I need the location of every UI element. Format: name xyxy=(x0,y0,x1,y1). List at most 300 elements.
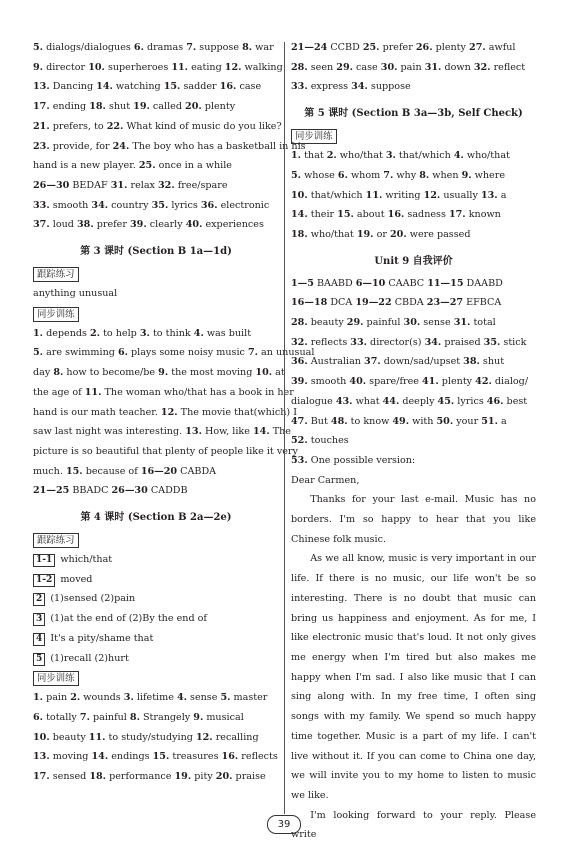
answer-line xyxy=(291,225,536,245)
answer-text: picture is so beautiful that plenty of people like it very xyxy=(33,445,298,457)
item-number: 19—22 xyxy=(355,297,392,309)
answer-text: that xyxy=(301,150,327,162)
answer-text: at xyxy=(272,367,285,379)
essay-paragraph: I'm looking forward to your reply. Please write xyxy=(291,809,536,841)
answer-text: (1)at the end of (2)By the end of xyxy=(47,613,207,625)
answer-text: day xyxy=(33,367,54,379)
answer-text: deeply xyxy=(399,395,438,407)
answer-text: to study/studying xyxy=(105,731,196,743)
item-number: 30. xyxy=(403,317,421,329)
answer-text: when xyxy=(429,169,462,181)
exercise-tag: 同步训练 xyxy=(33,307,79,322)
answer-line xyxy=(33,58,283,78)
answer-text: BBADC xyxy=(69,485,112,497)
item-number: 1—5 xyxy=(291,277,314,289)
answer-text: relax xyxy=(127,179,158,191)
answer-line xyxy=(33,708,279,728)
answer-text: The movie that(which) I xyxy=(177,406,298,418)
answer-line xyxy=(33,629,279,649)
answer-text: BEDAF xyxy=(69,179,111,191)
exercise-tag: 跟踪练习 xyxy=(33,533,79,548)
answer-line xyxy=(33,137,306,157)
item-number: 20. xyxy=(215,771,233,783)
answer-text: to think xyxy=(149,327,194,339)
item-number: 14. xyxy=(252,426,270,438)
item-number: 26—30 xyxy=(111,485,148,497)
answer-text: case xyxy=(352,61,381,73)
answer-line xyxy=(33,38,279,58)
answer-text: suppose xyxy=(367,81,411,93)
answer-text: reflects xyxy=(238,751,278,763)
answer-text: CBDA xyxy=(391,297,427,309)
answer-text: DCA xyxy=(327,297,356,309)
answer-text: pity xyxy=(191,771,216,783)
item-number: 8. xyxy=(242,42,253,53)
answer-text: endings xyxy=(108,751,153,763)
item-number: 20. xyxy=(389,228,407,240)
item-number: 41. xyxy=(422,376,439,388)
item-number: 6. xyxy=(133,42,144,53)
answer-text: free/spare xyxy=(174,179,228,191)
answer-text: But xyxy=(307,415,331,427)
item-number: 34. xyxy=(424,336,442,348)
answer-text: moving xyxy=(49,751,92,763)
item-number: 6—10 xyxy=(355,277,386,289)
answer-line xyxy=(33,481,279,501)
item-number: 33. xyxy=(33,199,50,211)
answer-text: beauty xyxy=(307,317,347,329)
item-number: 11. xyxy=(84,386,102,398)
answer-line xyxy=(33,156,279,176)
answer-text: because of xyxy=(82,465,141,477)
answer-line xyxy=(33,442,298,462)
answer-text: treasures xyxy=(169,751,222,763)
answer-text: How, like xyxy=(201,426,253,438)
item-number: 2. xyxy=(90,327,101,339)
answer-text: saw last night was interesting. xyxy=(33,426,186,438)
answer-text: One possible version: xyxy=(307,454,416,466)
exercise-tag: 同步训练 xyxy=(33,671,79,686)
answer-text: The xyxy=(269,426,291,438)
answer-text: The boy who has a basketball in his xyxy=(129,140,306,152)
item-number: 31. xyxy=(110,179,128,191)
item-number: 32. xyxy=(291,336,308,348)
answer-line xyxy=(33,324,279,344)
answer-line xyxy=(291,313,536,333)
answer-text: called xyxy=(149,101,186,113)
answer-text: The woman who/that has a book in her xyxy=(101,386,294,398)
answer-text: the most moving xyxy=(168,367,256,379)
item-number: 43. xyxy=(335,395,353,407)
answer-text: a xyxy=(497,415,507,427)
item-number: 23—27 xyxy=(426,297,464,309)
answer-text: whom xyxy=(347,169,384,181)
answer-text: pain xyxy=(43,692,71,704)
item-number: 10. xyxy=(291,189,308,201)
item-number: 38. xyxy=(463,356,480,368)
answer-text: plays some noisy music xyxy=(127,347,248,359)
answer-text: stick xyxy=(500,336,527,348)
item-number: 40. xyxy=(185,219,203,231)
exercise-tag: 同步训练 xyxy=(291,129,337,144)
answer-text: DAABD xyxy=(463,277,503,289)
answer-text: painful xyxy=(363,317,404,329)
column-divider xyxy=(284,42,285,814)
item-number: 11. xyxy=(365,189,383,201)
item-number: 8. xyxy=(129,711,140,723)
answer-text: plenty xyxy=(201,101,236,113)
item-number: 6. xyxy=(33,711,44,723)
answer-text: (1)sensed (2)pain xyxy=(47,593,136,605)
answer-text: much. xyxy=(33,465,66,477)
item-number: 5. xyxy=(33,347,44,359)
item-number: 21. xyxy=(33,120,50,132)
answer-text: an unusual xyxy=(257,347,315,359)
item-number: 38. xyxy=(76,219,94,231)
item-number: 33. xyxy=(350,336,367,348)
item-number: 21—25 xyxy=(33,485,70,497)
item-number: 46. xyxy=(486,395,504,407)
answer-line xyxy=(33,462,279,482)
item-number: 36. xyxy=(200,199,218,211)
answer-line xyxy=(291,372,536,392)
answer-text: musical xyxy=(203,711,244,723)
item-number: 7. xyxy=(186,42,197,53)
item-number: 14. xyxy=(91,751,109,763)
answer-text: with xyxy=(409,415,437,427)
answer-text: that/which xyxy=(307,189,366,201)
item-number: 11. xyxy=(171,61,189,73)
answer-line xyxy=(33,196,279,216)
item-number: 48. xyxy=(330,415,348,427)
item-box: 1-1 xyxy=(33,554,55,567)
answer-line xyxy=(33,215,279,235)
item-number: 6. xyxy=(117,347,128,359)
item-box: 3 xyxy=(33,613,45,626)
essay-paragraph: As we all know, music is very important in our life. If there is no music, our life won't be so interesting. There is no doubt that music can bring us happiness and enjoyment. As for me, I like electronic music that's loud. It not only gives me energy when I'm tired but also makes me happy when I'm sad. I also like music that I can sing along with. In my free time, I often sing songs with my family. We spend so much happy time together. Music is a part of my life. I can't live without it. If you can come to China one day, we will invite you to my home to listen to music we like. xyxy=(291,553,536,801)
item-number: 39. xyxy=(291,376,308,388)
item-number: 5. xyxy=(33,42,44,53)
item-number: 16. xyxy=(387,209,405,221)
answer-text: superheroes xyxy=(104,61,172,73)
answer-line xyxy=(33,383,294,403)
item-number: 31. xyxy=(424,61,442,73)
item-number: 5. xyxy=(291,169,302,181)
item-number: 16. xyxy=(221,751,239,763)
answer-text: once in a while xyxy=(155,160,232,172)
answer-text: prefers, to xyxy=(49,120,107,132)
answer-text: spare/free xyxy=(366,376,422,388)
answer-text: best xyxy=(503,395,528,407)
answer-line xyxy=(33,97,279,117)
answer-text: that/which xyxy=(395,150,454,162)
item-number: 30. xyxy=(380,61,398,73)
answer-text: sadder xyxy=(180,81,220,93)
answer-text: a xyxy=(497,189,507,201)
answer-text: dramas xyxy=(143,42,187,53)
answer-text: the age of xyxy=(33,386,85,398)
answer-text: shut xyxy=(105,101,134,113)
essay-paragraph: Thanks for your last e-mail. Music has no borders. I'm so happy to hear that you like Chinese folk music. xyxy=(291,494,536,545)
answer-line xyxy=(33,550,279,570)
answer-line xyxy=(33,422,291,442)
answer-line xyxy=(291,352,536,372)
answer-line xyxy=(33,570,279,590)
item-number: 15. xyxy=(65,465,83,477)
answer-text: seen xyxy=(307,61,337,73)
item-number: 50. xyxy=(436,415,454,427)
answer-text: recalling xyxy=(212,731,259,743)
answer-text: Strangely xyxy=(139,711,194,723)
answer-line xyxy=(291,451,536,471)
answer-line xyxy=(33,589,279,609)
item-number: 9. xyxy=(461,169,472,181)
item-number: 12. xyxy=(195,731,213,743)
answer-text: (1)recall (2)hurt xyxy=(47,652,129,664)
answer-line xyxy=(33,747,279,767)
item-number: 25. xyxy=(138,160,156,172)
answer-text: pain xyxy=(397,61,425,73)
item-number: 37. xyxy=(33,219,50,231)
item-number: 10. xyxy=(255,367,273,379)
page-number: 39 xyxy=(267,815,301,834)
answer-line xyxy=(291,186,536,206)
answer-text: sadness xyxy=(404,209,449,221)
answer-text: prefer xyxy=(93,219,130,231)
answer-text: to help xyxy=(100,327,140,339)
answer-text: who/that xyxy=(463,150,510,162)
answer-text: down/sad/upset xyxy=(380,356,464,368)
answer-text: performance xyxy=(106,771,175,783)
item-number: 28. xyxy=(291,61,308,73)
answer-line xyxy=(291,471,536,491)
answer-text: walking xyxy=(241,61,283,73)
item-number: 25. xyxy=(362,42,380,53)
answer-text: touches xyxy=(307,435,349,447)
answer-text: their xyxy=(307,209,338,221)
item-number: 13. xyxy=(33,751,50,763)
answer-text: clearly xyxy=(146,219,186,231)
answer-text: CADDB xyxy=(147,485,188,497)
item-number: 27. xyxy=(469,42,486,53)
answer-text: dialogue xyxy=(291,395,336,407)
answer-text: writing xyxy=(382,189,424,201)
answer-text: smooth xyxy=(49,199,92,211)
item-number: 32. xyxy=(473,61,491,73)
answer-text: reflects xyxy=(307,336,351,348)
item-number: 13. xyxy=(33,81,50,93)
item-number: 1. xyxy=(291,150,302,162)
answer-text: where xyxy=(471,169,505,181)
answer-text: known xyxy=(465,209,501,221)
item-number: 20. xyxy=(185,101,202,113)
item-number: 35. xyxy=(151,199,169,211)
answer-text: suppose xyxy=(196,42,243,53)
item-number: 51. xyxy=(481,415,498,427)
answer-text: ending xyxy=(49,101,90,113)
item-number: 12. xyxy=(224,61,242,73)
item-number: 15. xyxy=(152,751,170,763)
answer-text: about xyxy=(353,209,388,221)
answer-line xyxy=(33,767,279,787)
item-number: 16—18 xyxy=(291,297,328,309)
answer-text: electronic xyxy=(217,199,270,211)
answer-text: whose xyxy=(301,169,338,181)
answer-line xyxy=(291,58,536,78)
item-number: 26. xyxy=(415,42,433,53)
answer-text: sensed xyxy=(49,771,90,783)
answer-text: EFBCA xyxy=(463,297,502,309)
answer-text: case xyxy=(236,81,262,93)
item-number: 19. xyxy=(133,101,150,113)
item-box: 4 xyxy=(33,633,45,646)
answer-text: why xyxy=(393,169,420,181)
answer-text: eating xyxy=(188,61,225,73)
answer-text: how to become/be xyxy=(63,367,159,379)
answer-text: sense xyxy=(186,692,221,704)
item-number: 40. xyxy=(349,376,367,388)
answer-line xyxy=(33,176,279,196)
answer-text: war xyxy=(252,42,274,53)
item-number: 18. xyxy=(89,771,107,783)
section-heading: 第 3 课时 (Section B 1a—1d) xyxy=(80,246,232,258)
item-number: 15. xyxy=(337,209,354,221)
answer-text: express xyxy=(307,81,352,93)
answer-text: total xyxy=(470,317,496,329)
answer-text: who/that xyxy=(336,150,386,162)
item-number: 28. xyxy=(291,317,308,329)
item-number: 12. xyxy=(423,189,441,201)
answer-text: CCBD xyxy=(327,42,363,53)
exercise-tag: 跟踪练习 xyxy=(33,267,79,282)
right-column xyxy=(291,38,536,845)
item-number: 9. xyxy=(193,711,204,723)
answer-text: dialog/ xyxy=(491,376,529,388)
item-number: 49. xyxy=(392,415,410,427)
item-box: 5 xyxy=(33,653,45,666)
answer-text: your xyxy=(453,415,482,427)
answer-text: dialogs/dialogues xyxy=(43,42,134,53)
item-box: 1-2 xyxy=(33,574,55,587)
answer-text: totally xyxy=(43,711,80,723)
answer-text: provide, for xyxy=(49,140,113,152)
item-number: 42. xyxy=(475,376,492,388)
answer-text: awful xyxy=(485,42,516,53)
answer-text: praise xyxy=(232,771,266,783)
answer-text: wounds xyxy=(80,692,124,704)
answer-text: master xyxy=(230,692,268,704)
item-number: 21—24 xyxy=(291,42,328,53)
answer-text: country xyxy=(108,199,152,211)
item-number: 34. xyxy=(351,81,368,93)
answer-text: beauty xyxy=(49,731,89,743)
item-number: 32. xyxy=(158,179,175,191)
item-number: 19. xyxy=(356,228,374,240)
answer-line xyxy=(291,38,536,58)
item-number: 18. xyxy=(291,228,308,240)
answer-line xyxy=(33,649,279,669)
item-number: 17. xyxy=(33,771,50,783)
answer-text: plenty xyxy=(432,42,470,53)
item-number: 52. xyxy=(291,435,308,447)
answer-text: Dear Carmen, xyxy=(291,474,360,486)
item-number: 1. xyxy=(33,692,44,704)
item-number: 6. xyxy=(337,169,348,181)
item-number: 4. xyxy=(193,327,204,339)
answer-text: sense xyxy=(420,317,454,329)
answer-text: who/that xyxy=(307,228,357,240)
answer-text: lyrics xyxy=(454,395,487,407)
item-number: 33. xyxy=(291,81,308,93)
answer-line xyxy=(291,77,536,97)
item-number: 17. xyxy=(33,101,50,113)
answer-text: shut xyxy=(479,356,505,368)
item-number: 10. xyxy=(88,61,105,73)
item-number: 4. xyxy=(176,692,187,704)
answer-line xyxy=(33,609,279,629)
item-number: 53. xyxy=(291,454,308,466)
item-number: 47. xyxy=(291,415,308,427)
item-number: 36. xyxy=(291,356,308,368)
answer-line xyxy=(291,392,536,412)
answer-text: are swimming xyxy=(43,347,118,359)
item-number: 11—15 xyxy=(427,277,464,289)
item-number: 7. xyxy=(383,169,394,181)
item-number: 9. xyxy=(33,61,44,73)
answer-text: usually xyxy=(440,189,481,201)
item-number: 7. xyxy=(247,347,258,359)
item-number: 29. xyxy=(336,61,353,73)
answer-line xyxy=(33,403,298,423)
item-number: 22. xyxy=(106,120,124,132)
answer-line xyxy=(291,166,536,186)
item-number: 16. xyxy=(219,81,237,93)
section-heading: Unit 9 自我评价 xyxy=(374,255,453,267)
answer-text: experiences xyxy=(202,219,264,231)
answer-text: praised xyxy=(441,336,484,348)
item-number: 2. xyxy=(70,692,81,704)
answer-text: to know xyxy=(347,415,393,427)
section-heading: 第 5 课时 (Section B 3a—3b, Self Check) xyxy=(304,108,523,120)
item-number: 14. xyxy=(291,209,308,221)
answer-line xyxy=(291,146,536,166)
answer-text: lyrics xyxy=(168,199,201,211)
answer-text: CABDA xyxy=(177,465,217,477)
answer-text: loud xyxy=(49,219,77,231)
answer-line xyxy=(291,333,536,353)
item-number: 29. xyxy=(346,317,364,329)
answer-text: CAABC xyxy=(385,277,428,289)
section-heading: 第 4 课时 (Section B 2a—2e) xyxy=(80,512,232,524)
item-number: 26—30 xyxy=(33,179,70,191)
item-number: 3. xyxy=(123,692,134,704)
answer-text: were passed xyxy=(406,228,471,240)
item-number: 17. xyxy=(448,209,466,221)
item-number: 44. xyxy=(382,395,400,407)
item-number: 10. xyxy=(33,731,50,743)
answer-text: down xyxy=(441,61,474,73)
item-number: 19. xyxy=(174,771,192,783)
answer-line xyxy=(291,205,536,225)
answer-line xyxy=(291,412,536,432)
item-number: 12. xyxy=(160,406,178,418)
item-number: 13. xyxy=(480,189,498,201)
answer-line xyxy=(33,284,279,304)
item-number: 24. xyxy=(112,140,130,152)
answer-text: hand is a new player. xyxy=(33,160,139,172)
item-number: 39. xyxy=(130,219,147,231)
answer-text: BAABD xyxy=(313,277,356,289)
